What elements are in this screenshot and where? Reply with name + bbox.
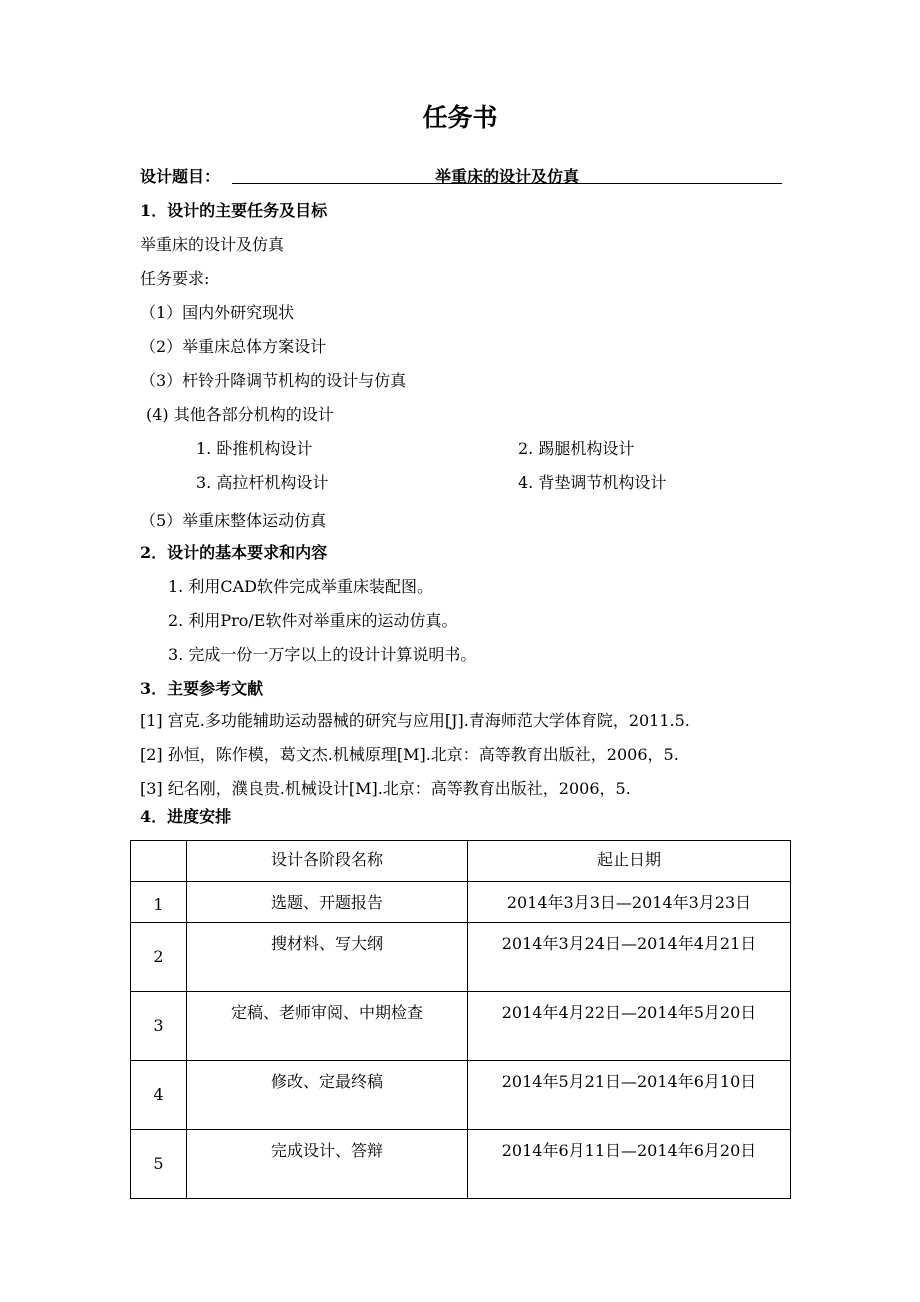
row-number: 3 [131,992,187,1061]
row-stage: 选题、开题报告 [187,882,468,923]
reference-2: [2] 孙恒，陈作模，葛文杰.机械原理[M].北京：高等教育出版社，2006，5. [140,745,679,764]
table-header-row [131,841,791,882]
task-item-4: (4) 其他各部分机构的设计 [146,405,334,424]
sub-item-2: 2. 踢腿机构设计 [518,439,635,458]
table-row [131,923,791,992]
sub-item-4: 4. 背垫调节机构设计 [518,473,667,492]
row-date: 2014年3月24日—2014年4月21日 [468,923,791,992]
reference-1: [1] 宫克.多功能辅助运动器械的研究与应用[J].青海师范大学体育院，2011.5. [140,711,690,730]
schedule-table [130,840,791,1199]
subject-label: 设计题目： [140,167,221,186]
task-item-3: （3）杆铃升降调节机构的设计与仿真 [140,371,407,390]
row-date: 2014年5月21日—2014年6月10日 [468,1061,791,1130]
row-date: 2014年4月22日—2014年5月20日 [468,992,791,1061]
section1-heading: 1．设计的主要任务及目标 [140,201,328,220]
task-item-1: （1）国内外研究现状 [140,303,295,322]
section2-heading: 2．设计的基本要求和内容 [140,543,328,562]
table-row [131,1130,791,1199]
table-row [131,1061,791,1130]
table-row [131,882,791,923]
row-number: 5 [131,1130,187,1199]
row-stage: 修改、定最终稿 [187,1061,468,1130]
task-item-2: （2）举重床总体方案设计 [140,337,327,356]
header-cell-no [131,841,187,882]
requirement-2: 2. 利用Pro/E软件对举重床的运动仿真。 [168,611,458,630]
row-number: 1 [131,882,187,923]
section4-heading: 4．进度安排 [140,807,232,826]
row-number: 4 [131,1061,187,1130]
section1-line2: 任务要求: [140,269,210,288]
subject-value: 举重床的设计及仿真 [434,167,579,186]
section1-line1: 举重床的设计及仿真 [140,235,285,254]
page-title: 任务书 [422,103,498,132]
row-number: 2 [131,923,187,992]
subject-underline [232,183,782,184]
sub-item-3: 3. 高拉杆机构设计 [196,473,329,492]
header-cell-date: 起止日期 [468,841,791,882]
requirement-1: 1. 利用CAD软件完成举重床装配图。 [168,577,433,596]
row-date: 2014年6月11日—2014年6月20日 [468,1130,791,1199]
task-item-5: （5）举重床整体运动仿真 [140,511,327,530]
table-row [131,992,791,1061]
row-stage: 完成设计、答辩 [187,1130,468,1199]
row-date: 2014年3月3日—2014年3月23日 [468,882,791,923]
section3-heading: 3．主要参考文献 [140,679,264,698]
reference-3: [3] 纪名刚，濮良贵.机械设计[M].北京：高等教育出版社，2006，5. [140,779,631,798]
header-cell-stage: 设计各阶段名称 [187,841,468,882]
sub-item-1: 1. 卧推机构设计 [196,439,313,458]
row-stage: 搜材料、写大纲 [187,923,468,992]
requirement-3: 3. 完成一份一万字以上的设计计算说明书。 [168,645,477,664]
row-stage: 定稿、老师审阅、中期检查 [187,992,468,1061]
